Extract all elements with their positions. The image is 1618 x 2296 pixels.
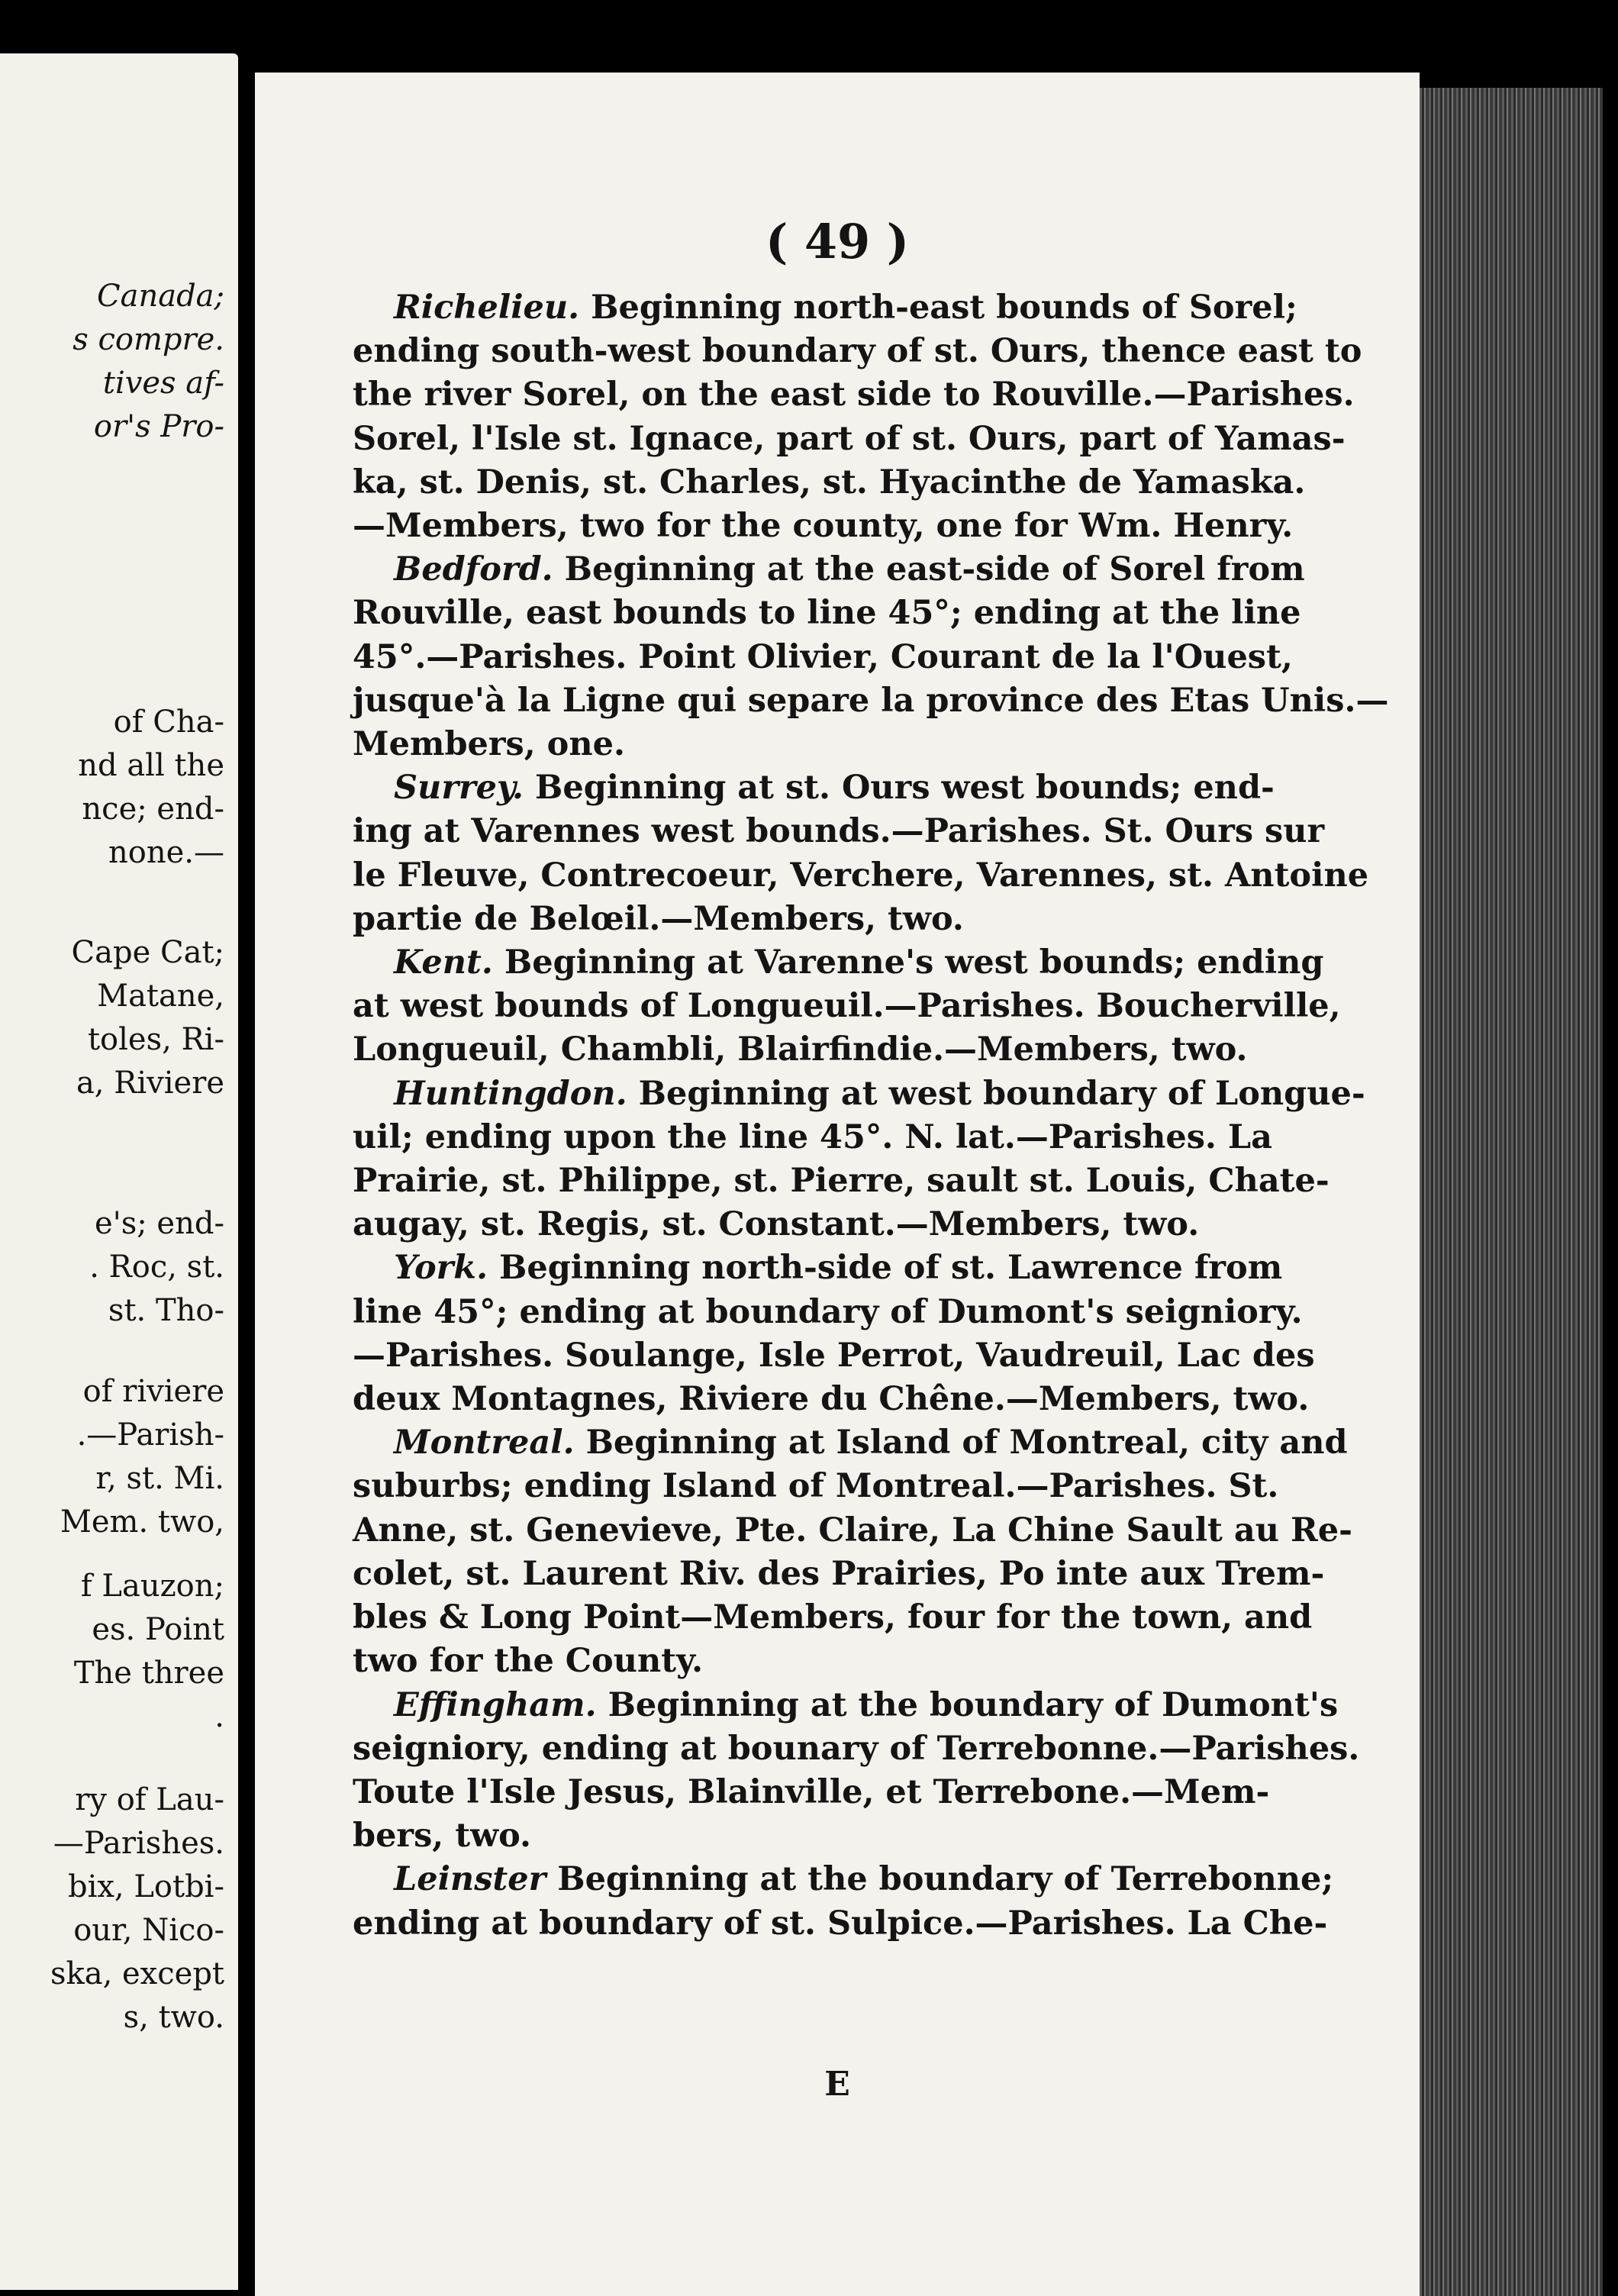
line-text: bers, two. (353, 1817, 532, 1856)
line-text: Prairie, st. Philippe, st. Pierre, sault st. Louis, Chate- (353, 1162, 1330, 1201)
line-text: bles & Long Point—Members, four for the town, and (353, 1598, 1313, 1637)
county-name: Leinster (394, 1860, 546, 1899)
text-line (353, 1159, 1387, 1203)
text-line (353, 723, 1387, 766)
left-page-fragment: s, two. (123, 2000, 224, 2035)
left-page-fragment: s compre. (73, 322, 224, 357)
text-line (353, 1116, 1387, 1159)
text-line (353, 461, 1387, 505)
page-edges (1420, 88, 1603, 2296)
page-body (353, 286, 1387, 1946)
line-text: Beginning at Island of Montreal, city and (574, 1424, 1348, 1462)
county-entry-line (353, 1072, 1387, 1116)
county-entry-line (353, 1421, 1387, 1465)
line-text: at west bounds of Longueuil.—Parishes. Boucherville, (353, 987, 1341, 1026)
county-name: Surrey. (394, 769, 524, 808)
left-page-fragment: of riviere (82, 1374, 224, 1409)
line-text: the river Sorel, on the east side to Rouville.—Parishes. (353, 376, 1355, 414)
line-text: partie de Belœil.—Members, two. (353, 899, 964, 938)
county-entry-line (353, 286, 1387, 330)
text-line (353, 1334, 1387, 1378)
left-page-fragment: none.— (108, 835, 224, 870)
text-line (353, 810, 1387, 853)
text-line (353, 330, 1387, 373)
county-entry-line (353, 1684, 1387, 1727)
county-entry-line (353, 941, 1387, 985)
line-text: Members, one. (353, 725, 625, 764)
text-line (353, 854, 1387, 898)
text-line (353, 1902, 1387, 1946)
left-page-fragment: es. Point (92, 1612, 224, 1647)
line-text: colet, st. Laurent Riv. des Prairies, Po inte aux Trem- (353, 1554, 1325, 1593)
line-text: Beginning north-east bounds of Sorel; (579, 289, 1297, 327)
left-page-fragment: e's; end- (95, 1206, 224, 1241)
county-name: Montreal. (394, 1424, 575, 1462)
left-page-fragment: . Roc, st. (89, 1250, 224, 1285)
left-page-fragment: Cape Cat; (71, 935, 224, 970)
book-gutter (238, 46, 255, 2296)
line-text: ending south-west boundary of st. Ours, thence east to (353, 332, 1362, 371)
left-page-fragment: Matane, (97, 979, 224, 1014)
line-text: Beginning at the boundary of Dumont's (596, 1685, 1339, 1724)
line-text: —Members, two for the county, one for Wm. Henry. (353, 507, 1294, 546)
line-text: 45°.—Parishes. Point Olivier, Courant de la l'Ouest, (353, 637, 1293, 676)
line-text: Beginning at st. Ours west bounds; end- (524, 769, 1275, 808)
line-text: ka, st. Denis, st. Charles, st. Hyacinthe de Yamaska. (353, 463, 1306, 501)
text-line (353, 1378, 1387, 1421)
left-page-fragment: r, st. Mi. (95, 1461, 224, 1496)
line-text: Toute l'Isle Jesus, Blainville, et Terrebone.—Mem- (353, 1772, 1270, 1811)
line-text: jusque'à la Ligne qui separe la province des Etas Unis.— (353, 681, 1389, 720)
left-page-fragment: nd all the (78, 748, 224, 783)
line-text: Beginning at the boundary of Terrebonne; (546, 1860, 1334, 1899)
text-line (353, 679, 1387, 723)
line-text: Beginning at Varenne's west bounds; ending (492, 943, 1324, 982)
county-entry-line (353, 1858, 1387, 1901)
left-page-fragment: bix, Lotbi- (67, 1869, 224, 1904)
left-page-fragment: f Lauzon; (80, 1569, 224, 1604)
left-page-fragment: ska, except (50, 1956, 224, 1991)
county-name: Effingham. (394, 1685, 597, 1724)
left-page-fragment: a, Riviere (76, 1066, 224, 1101)
text-line (353, 418, 1387, 461)
left-page-fragment: nce; end- (82, 792, 224, 827)
line-text: —Parishes. Soulange, Isle Perrot, Vaudreuil, Lac des (353, 1336, 1315, 1375)
line-text: suburbs; ending Island of Montreal.—Parishes. St. (353, 1467, 1279, 1506)
text-line (353, 1596, 1387, 1640)
text-line (353, 1814, 1387, 1858)
line-text: deux Montagnes, Riviere du Chêne.—Members, two. (353, 1380, 1310, 1419)
line-text: ending at boundary of st. Sulpice.—Parishes. La Che- (353, 1904, 1328, 1943)
text-line (353, 592, 1387, 635)
text-line (353, 1028, 1387, 1072)
text-line (353, 373, 1387, 417)
left-page-fragment: of Cha- (113, 705, 224, 740)
line-text: Longueuil, Chambli, Blairfindie.—Members, two. (353, 1030, 1248, 1069)
left-page-fragment: our, Nico- (73, 1913, 224, 1948)
text-line (353, 985, 1387, 1028)
county-entry-line (353, 548, 1387, 592)
text-line (353, 1771, 1387, 1814)
line-text: seigniory, ending at bounary of Terrebonne.—Parishes. (353, 1729, 1360, 1768)
line-text: Sorel, l'Isle st. Ignace, part of st. Ours, part of Yamas- (353, 419, 1346, 458)
left-page-fragment: ry of Lau- (75, 1782, 224, 1817)
left-page-fragment: tives af- (102, 366, 224, 401)
county-name: Richelieu. (394, 289, 580, 327)
text-line (353, 1727, 1387, 1771)
text-line (353, 636, 1387, 679)
text-line (353, 898, 1387, 941)
text-line (353, 505, 1387, 548)
county-name: Kent. (394, 943, 493, 982)
line-text: line 45°; ending at boundary of Dumont's seigniory. (353, 1292, 1303, 1331)
book-page (255, 73, 1420, 2296)
left-page-fragment: .—Parish- (76, 1417, 224, 1453)
left-page-fragment: The three (73, 1656, 224, 1691)
page-number: ( 49 ) (765, 214, 910, 269)
line-text: Beginning at the east-side of Sorel from (553, 550, 1305, 589)
previous-page (0, 53, 238, 2290)
left-page-fragment: toles, Ri- (87, 1022, 224, 1057)
county-name: Huntingdon. (394, 1074, 627, 1113)
county-name: Bedford. (394, 550, 553, 589)
left-page-fragment: st. Tho- (108, 1293, 224, 1328)
county-entry-line (353, 766, 1387, 810)
text-line (353, 1553, 1387, 1596)
left-page-fragment: Canada; (97, 279, 224, 314)
text-line (353, 1203, 1387, 1246)
text-line (353, 1509, 1387, 1553)
left-page-fragment: . (214, 1699, 224, 1734)
text-line (353, 1640, 1387, 1683)
county-name: York. (394, 1249, 488, 1288)
line-text: Anne, st. Genevieve, Pte. Claire, La Chine Sault au Re- (353, 1511, 1352, 1549)
line-text: le Fleuve, Contrecoeur, Verchere, Varennes, st. Antoine (353, 856, 1369, 895)
left-page-fragment: —Parishes. (53, 1826, 224, 1861)
text-line (353, 1291, 1387, 1334)
left-page-fragment: Mem. two, (60, 1504, 224, 1540)
line-text: uil; ending upon the line 45°. N. lat.—Parishes. La (353, 1117, 1272, 1156)
line-text: augay, st. Regis, st. Constant.—Members, two. (353, 1205, 1200, 1244)
line-text: two for the County. (353, 1642, 704, 1681)
line-text: Rouville, east bounds to line 45°; ending at the line (353, 594, 1301, 633)
signature-mark: E (824, 2065, 850, 2104)
text-line (353, 1465, 1387, 1508)
line-text: Beginning at west boundary of Longue- (627, 1074, 1365, 1113)
line-text: ing at Varennes west bounds.—Parishes. St. Ours sur (353, 812, 1325, 851)
line-text: Beginning north-side of st. Lawrence from (488, 1249, 1283, 1288)
county-entry-line (353, 1246, 1387, 1290)
left-page-fragment: or's Pro- (93, 409, 224, 444)
